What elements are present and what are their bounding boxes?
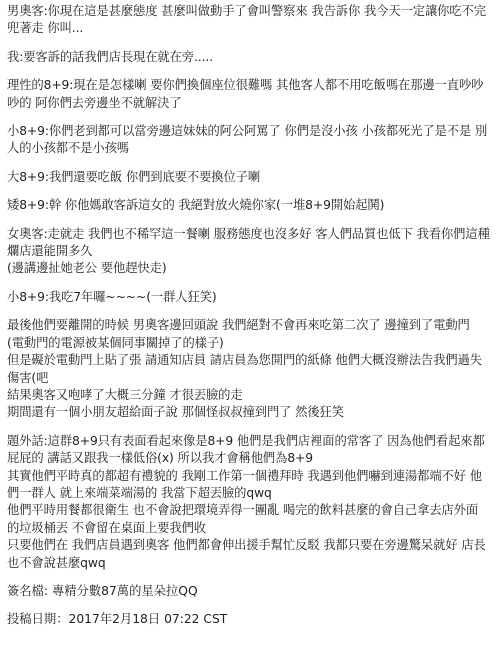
post-date-label: 投稿日期： (7, 612, 69, 627)
paragraph-gap (7, 158, 490, 169)
paragraph-gap (7, 422, 490, 433)
post-date-value: 2017年2月18日 07:22 CST (68, 612, 228, 627)
paragraph-gap (7, 600, 490, 611)
paragraph-7: 女奧客:走就走 我們也不稀罕這一餐喇 服務態度也沒多好 客人們品質也低下 我看你們這種爛店還能開多久 (邊講邊扯她老公 要他趕快走) (7, 226, 490, 276)
paragraph-9: 最後他們要離開的時候 男奧客邊回頭說 我們絕對不會再來吃第二次了 邊撞到了電動門 (電動門的電源被某個同事關掉了的樣子) 但是礙於電動門上貼了張 請通知店員 請店員為您開門的紙條 他們大概沒辦法告我們過失傷害(吧 結果奧客又咆哮了大概三分鐘 才很丟臉的走 期間還有一個小朋友超給面子說 那個怪叔叔撞到門了 然後狂笑 (7, 318, 482, 420)
paragraph-6: 矮8+9:幹 你他媽敢客訴這女的 我絕對放火燒你家(一堆8+9開始起鬨) (7, 198, 385, 213)
signature: 簽名檔: 專精分數87萬的星朵拉QQ (7, 583, 198, 598)
paragraph-gap (7, 112, 490, 123)
paragraph-10: 題外話:這群8+9只有表面看起來像是8+9 他們是我們店裡面的常客了 因為他們看起來都屁屁的 講話又跟我一樣低俗(x) 所以我才會稱他們為8+9 其實他們平時真的都超有禮貌的 我剛工作第一個禮拜時 我遇到他們嚇到連湯都端不好 他們一群人 就上來端菜端湯的 我當下超丟臉的qwq 他們平時用餐都很衛生 也不會說把環境弄得一團亂 喝完的飲料甚麼的會自己拿去店外面的垃圾桶丟 不會留在桌面上要我們收 只要他們在 我們店員遇到奧客 他們都會伸出援手幫忙反駁 我都只要在旁邊驚呆就好 店長也不會說甚麼qwq (7, 433, 486, 570)
paragraph-5: 大8+9:我們還要吃飯 你們到底要不要換位子喇 (7, 169, 261, 184)
paragraph-gap (7, 278, 490, 289)
paragraph-gap (7, 215, 490, 226)
paragraph-gap (7, 38, 490, 49)
paragraph-gap (7, 186, 490, 197)
paragraph-2: 我:要客訴的話我們店長現在就在旁..... (7, 49, 214, 64)
paragraph-gap (7, 306, 490, 317)
paragraph-gap (7, 572, 490, 583)
paragraph-1: 男奧客:你現在這是甚麼態度 甚麼叫做動手了會叫警察來 我告訴你 我今天一定讓你吃不完兜著走 你叫... (7, 4, 486, 36)
paragraph-8: 小8+9:我吃7年囉~~~~(一群人狂笑) (7, 289, 217, 304)
post-date (7, 611, 490, 628)
paragraph-4: 小8+9:你們老到都可以當旁邊這妹妹的阿公阿罵了 你們是沒小孩 小孩都死光了是不是 別人的小孩都不是小孩嗎 (7, 124, 488, 156)
paragraph-gap (7, 66, 490, 77)
paragraph-3: 理性的8+9:現在是怎樣喇 要你們換個座位很難嗎 其他客人都不用吃飯嗎在那邊一直吵吵吵的 阿你們去旁邊坐不就解決了 (7, 78, 484, 110)
